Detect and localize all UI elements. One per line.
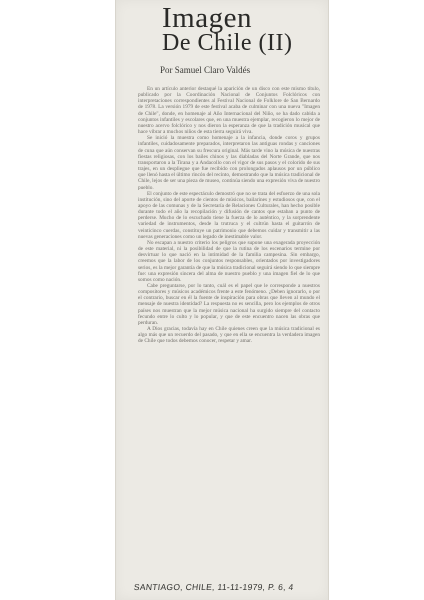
article-paragraph: No escapan a nuestro criterio los peligros que supone una exagerada proyección de este material, ni la posibilidad de que la rutina de los escenarios termine por desvirtuar lo que nació en la intimidad de la familia campesina. Sin embargo, creemos que la labor de los conjuntos responsables, orientados por investigadores serios, es la mejor garantía de que la música tradicional seguirá siendo lo que siempre fue: una expresión sincera del alma de nuestro pueblo y una imagen fiel de lo que somos como nación. — [138, 239, 320, 283]
article-paragraph: A Dios gracias, todavía hay en Chile quienes creen que la música tradicional es algo más que un recuerdo del pasado, y que en ella se encuentra la verdadera imagen de Chile que todos debemos conocer, respetar y amar. — [138, 326, 320, 345]
article-body — [138, 86, 320, 572]
article-byline: Por Samuel Claro Valdés — [160, 65, 251, 75]
newspaper-clipping — [115, 0, 329, 600]
article-paragraph: El conjunto de este espectáculo demostró que no se trata del esfuerzo de una sola institución, sino del aporte de cientos de músicos, bailarines y estudiosos que, con el apoyo de las comunas y de la Secretaría de Relaciones Culturales, han hecho posible durante todo el año la recopilación y difusión de cantos que estaban a punto de perderse. Mucho de lo escuchado tiene la fuerza de lo auténtico, y la sorprendente variedad de instrumentos, desde la trutruca y el cultrún hasta el guitarrón de veinticinco cuerdas, constituye un patrimonio que debemos cuidar y transmitir a las nuevas generaciones como un legado de inestimable valor. — [138, 190, 320, 240]
article-title-line-1: Imagen — [162, 2, 252, 34]
article-paragraph: Se inició la muestra como homenaje a la infancia, donde coros y grupos infantiles, cuidadosamente preparados, interpretaron las antiguas rondas y canciones de cuna que aún conservan su frescura original. Más tarde vino la música de nuestras fiestas religiosas, con los bailes chinos y las diabladas del Norte Grande, que nos transportaron a la Tirana y a Andacollo con el vigor de sus pasos y el colorido de sus trajes, en un despliegue que fue recibido con prolongados aplausos por un público que llenó hasta el último rincón del recinto, demostrando que la música tradicional de Chile, lejos de ser una pieza de museo, continúa siendo una expresión viva de nuestro pueblo. — [138, 135, 320, 191]
article-title-line-2: De Chile (II) — [162, 30, 293, 56]
handwritten-source-note: SANTIAGO, CHILE, 11-11-1979, P. 6, 4 — [133, 582, 295, 592]
article-paragraph: En un artículo anterior destaqué la aparición de un disco con este mismo título, publicado por la Coordinación Nacional de Conjuntos Folclóricos con interpretaciones correspondientes al Festival Nacional de Folklore de San Bernardo de 1978. La versión 1979 de este festival acaba de culminar con una nueva "Imagen de Chile", donde, en homenaje al Año Internacional del Niño, se ha dado cabida a conjuntos infantiles y escolares que, en una muestra ejemplar, recogieron lo mejor de nuestro acervo folclórico y nos dieron la esperanza de que la tradición musical que hace vibrar a muchos niños de esta tierra seguirá viva. — [138, 86, 320, 136]
article-paragraph: Cabe preguntarse, por lo tanto, cuál es el papel que le corresponde a nuestros compositores y músicos académicos frente a este fenómeno. ¿Deben ignorarlo, o por el contrario, buscar en él la fuente de inspiración para obras que lleven al mundo el mensaje de nuestra identidad? La respuesta no es sencilla, pero los ejemplos de otros países nos muestran que la mejor música nacional ha surgido siempre del contacto fecundo entre lo culto y lo popular, y que de este encuentro nacen las obras que perduran. — [138, 283, 320, 326]
